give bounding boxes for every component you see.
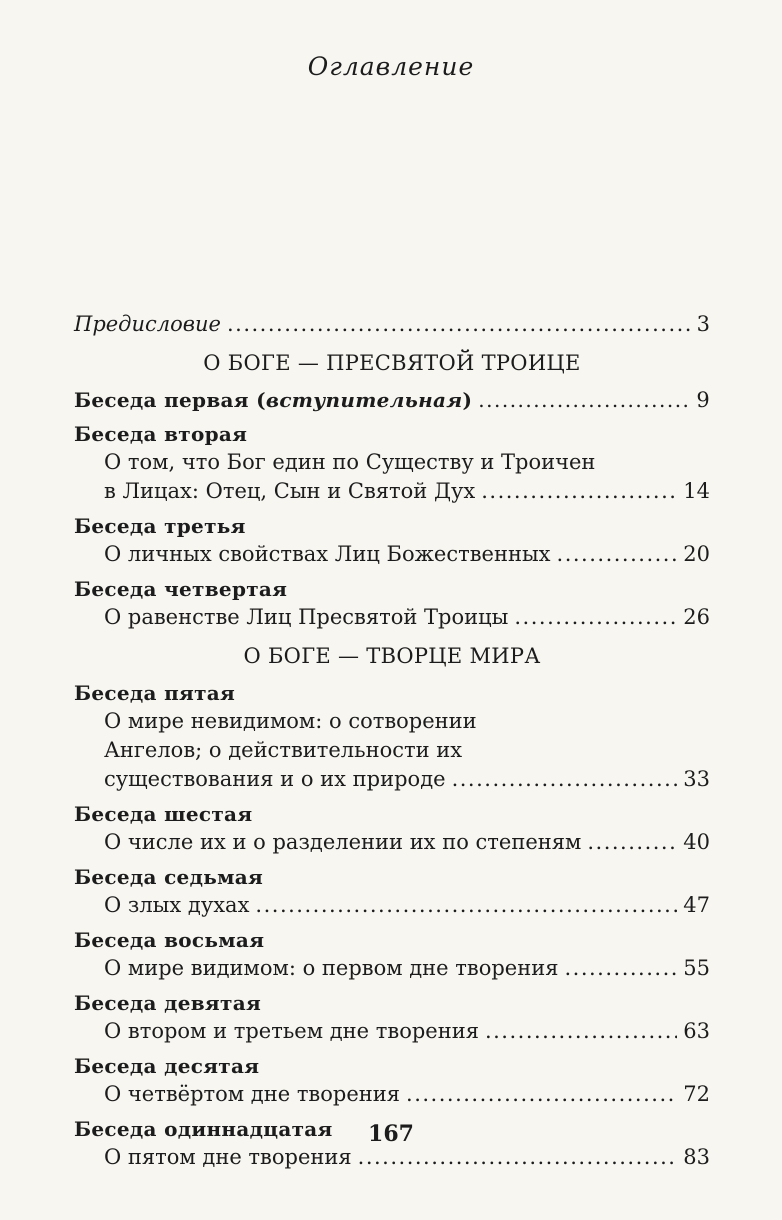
entry-text: О злых духах — [104, 893, 250, 917]
toc-entry-conversation-7[interactable] — [74, 891, 710, 920]
dot-leader — [478, 386, 690, 414]
table-of-contents — [74, 310, 710, 1172]
toc-entry-preface[interactable] — [74, 310, 710, 339]
toc-entry-conversation-10[interactable] — [74, 1080, 710, 1109]
dot-leader — [587, 828, 677, 857]
conversation-heading: Беседа одиннадцатая — [74, 1117, 333, 1141]
toc-entry-conversation-1[interactable] — [74, 386, 710, 414]
dot-leader — [358, 1143, 678, 1172]
section-title: О БОГЕ — ПРЕСВЯТОЙ ТРОИЦЕ — [203, 351, 581, 375]
entry-text: существования и о их природе — [104, 767, 446, 791]
toc-entry-conversation-11[interactable] — [74, 1143, 710, 1172]
entry-text: О том, что Бог един по Существу и Троичен — [104, 450, 596, 474]
conversation-heading: Беседа вторая — [74, 422, 248, 446]
page-number: 14 — [683, 479, 710, 503]
toc-entry-conversation-5[interactable] — [74, 765, 710, 794]
conversation-heading: Беседа четвертая — [74, 577, 288, 601]
toc-entry-conversation-2[interactable] — [74, 477, 710, 506]
entry-text: О пятом дне творения — [104, 1145, 352, 1169]
dot-leader — [452, 765, 678, 794]
toc-entry-conversation-6[interactable] — [74, 828, 710, 857]
toc-entry-conversation-4[interactable] — [74, 603, 710, 632]
page-number: 83 — [683, 1145, 710, 1169]
conversation-heading: Беседа шестая — [74, 802, 253, 826]
entry-text: Беседа первая (вступительная) — [74, 388, 473, 412]
dot-leader — [255, 891, 677, 920]
entry-text: О четвёртом дне творения — [104, 1082, 401, 1106]
entry-text: О мире невидимом: о сотворении — [104, 709, 477, 733]
conversation-heading: Беседа третья — [74, 514, 246, 538]
entry-text: в Лицах: Отец, Сын и Святой Дух — [104, 479, 476, 503]
page-number: 26 — [683, 605, 710, 629]
dot-leader — [557, 540, 678, 569]
entry-text: О личных свойствах Лиц Божественных — [104, 542, 551, 566]
folio-page-number: 167 — [368, 1121, 414, 1147]
conversation-heading: Беседа восьмая — [74, 928, 265, 952]
dot-leader — [481, 477, 677, 506]
page-number: 72 — [683, 1082, 710, 1106]
page-number: 55 — [683, 956, 710, 980]
page-number: 40 — [683, 830, 710, 854]
dot-leader — [227, 310, 691, 339]
dot-leader — [514, 603, 677, 632]
toc-entry-conversation-3[interactable] — [74, 540, 710, 569]
page-number: 63 — [683, 1019, 710, 1043]
dot-leader — [406, 1080, 677, 1109]
section-title: О БОГЕ — ТВОРЦЕ МИРА — [243, 644, 541, 668]
toc-entry-conversation-8[interactable] — [74, 954, 710, 983]
conversation-heading: Беседа седьмая — [74, 865, 264, 889]
page-number: 47 — [683, 893, 710, 917]
page-title: Оглавление — [307, 52, 475, 81]
entry-text: Ангелов; о действительности их — [104, 738, 463, 762]
dot-leader — [485, 1017, 677, 1046]
conversation-heading: Беседа десятая — [74, 1054, 260, 1078]
entry-text: О втором и третьем дне творения — [104, 1019, 479, 1043]
page-number: 9 — [696, 388, 710, 412]
entry-text: Предисловие — [74, 312, 221, 336]
entry-text: О мире видимом: о первом дне творения — [104, 956, 559, 980]
entry-text: О числе их и о разделении их по степеням — [104, 830, 582, 854]
dot-leader — [564, 954, 677, 983]
conversation-heading: Беседа пятая — [74, 681, 236, 705]
page-number: 20 — [683, 542, 710, 566]
entry-text: О равенстве Лиц Пресвятой Троицы — [104, 605, 509, 629]
toc-entry-conversation-9[interactable] — [74, 1017, 710, 1046]
conversation-heading: Беседа девятая — [74, 991, 262, 1015]
page-number: 3 — [696, 312, 710, 336]
page-number: 33 — [683, 767, 710, 791]
